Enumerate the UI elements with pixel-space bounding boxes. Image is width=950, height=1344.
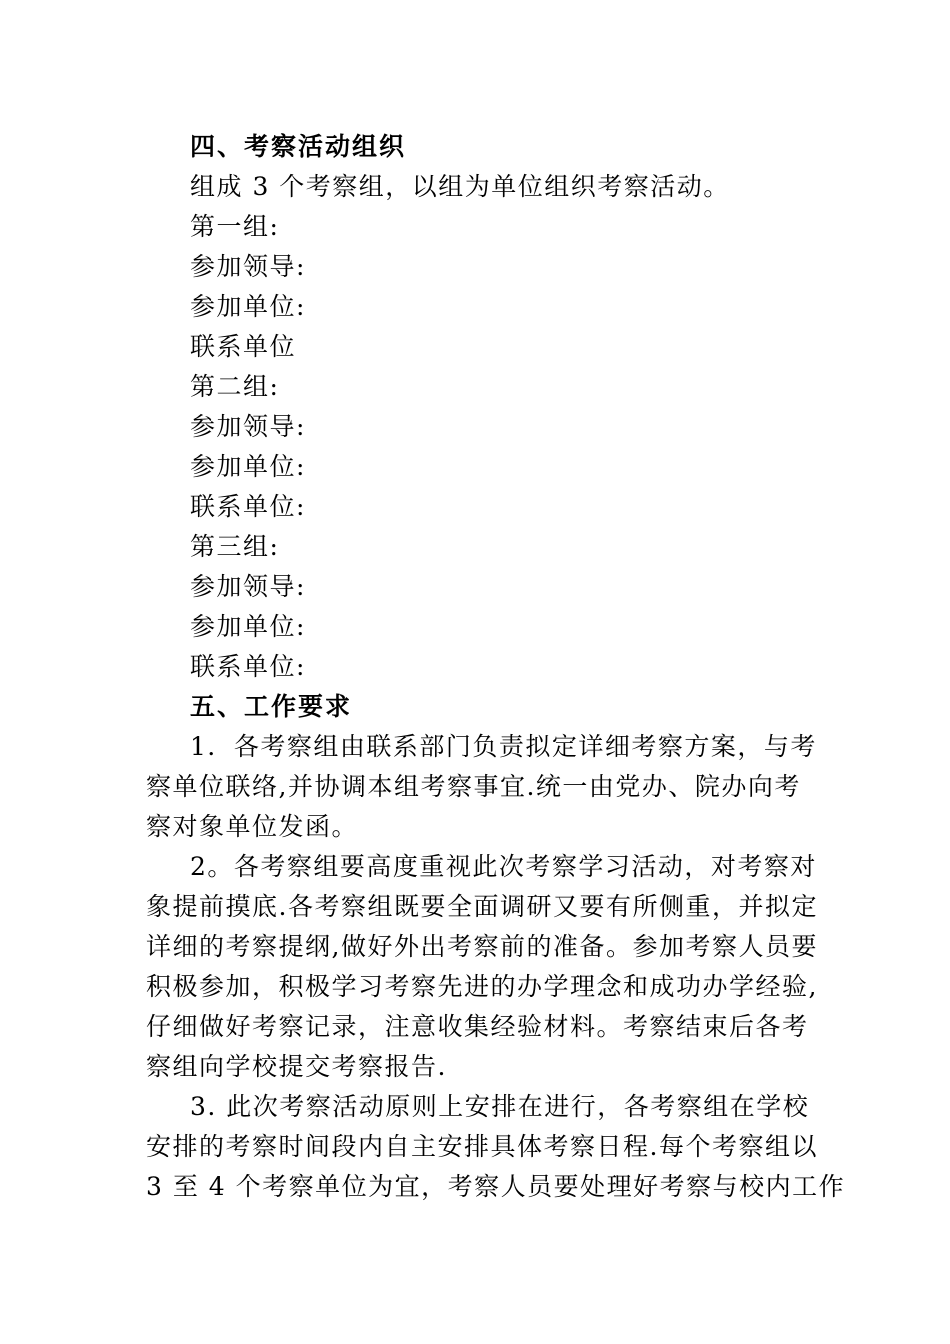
group-2-leaders: 参加领导:	[190, 412, 306, 441]
requirement-3-line-2: 安排的考察时间段内自主安排具体考察日程.每个考察组以	[146, 1132, 818, 1161]
group-3-contact: 联系单位:	[190, 652, 306, 681]
requirement-1-line-3: 察对象单位发函。	[146, 812, 359, 841]
group-1-units: 参加单位:	[190, 292, 306, 321]
section-5-heading: 五、工作要求	[190, 692, 353, 721]
section-4-intro: 组成 3 个考察组，以组为单位组织考察活动。	[190, 172, 730, 201]
group-3-units: 参加单位:	[190, 612, 306, 641]
requirement-1-line-2: 察单位联络,并协调本组考察事宜.统一由党办、院办向考	[146, 772, 801, 801]
section-4-heading: 四、考察活动组织	[190, 132, 407, 161]
requirement-3-line-1: 3. 此次考察活动原则上安排在进行，各考察组在学校	[190, 1092, 810, 1121]
group-1-leaders: 参加领导:	[190, 252, 306, 281]
requirement-2-line-4: 积极参加，积极学习考察先进的办学理念和成功办学经验,	[146, 972, 818, 1001]
requirement-2-line-5: 仔细做好考察记录，注意收集经验材料。考察结束后各考	[146, 1012, 809, 1041]
group-1-title: 第一组:	[190, 212, 280, 241]
requirement-2-line-3: 详细的考察提纲,做好外出考察前的准备。参加考察人员要	[146, 932, 818, 961]
group-1-contact: 联系单位	[190, 332, 297, 361]
group-2-contact: 联系单位:	[190, 492, 306, 521]
requirement-2-line-1: 2。各考察组要高度重视此次考察学习活动，对考察对	[190, 852, 817, 881]
group-2-units: 参加单位:	[190, 452, 306, 481]
requirement-3-line-3: 3 至 4 个考察单位为宜，考察人员要处理好考察与校内工作	[146, 1172, 846, 1201]
group-3-leaders: 参加领导:	[190, 572, 306, 601]
requirement-2-line-2: 象提前摸底.各考察组既要全面调研又要有所侧重，并拟定	[146, 892, 818, 921]
group-2-title: 第二组:	[190, 372, 280, 401]
group-3-title: 第三组:	[190, 532, 280, 561]
requirement-1-line-1: 1．各考察组由联系部门负责拟定详细考察方案，与考	[190, 732, 817, 761]
requirement-2-line-6: 察组向学校提交考察报告.	[146, 1052, 447, 1081]
